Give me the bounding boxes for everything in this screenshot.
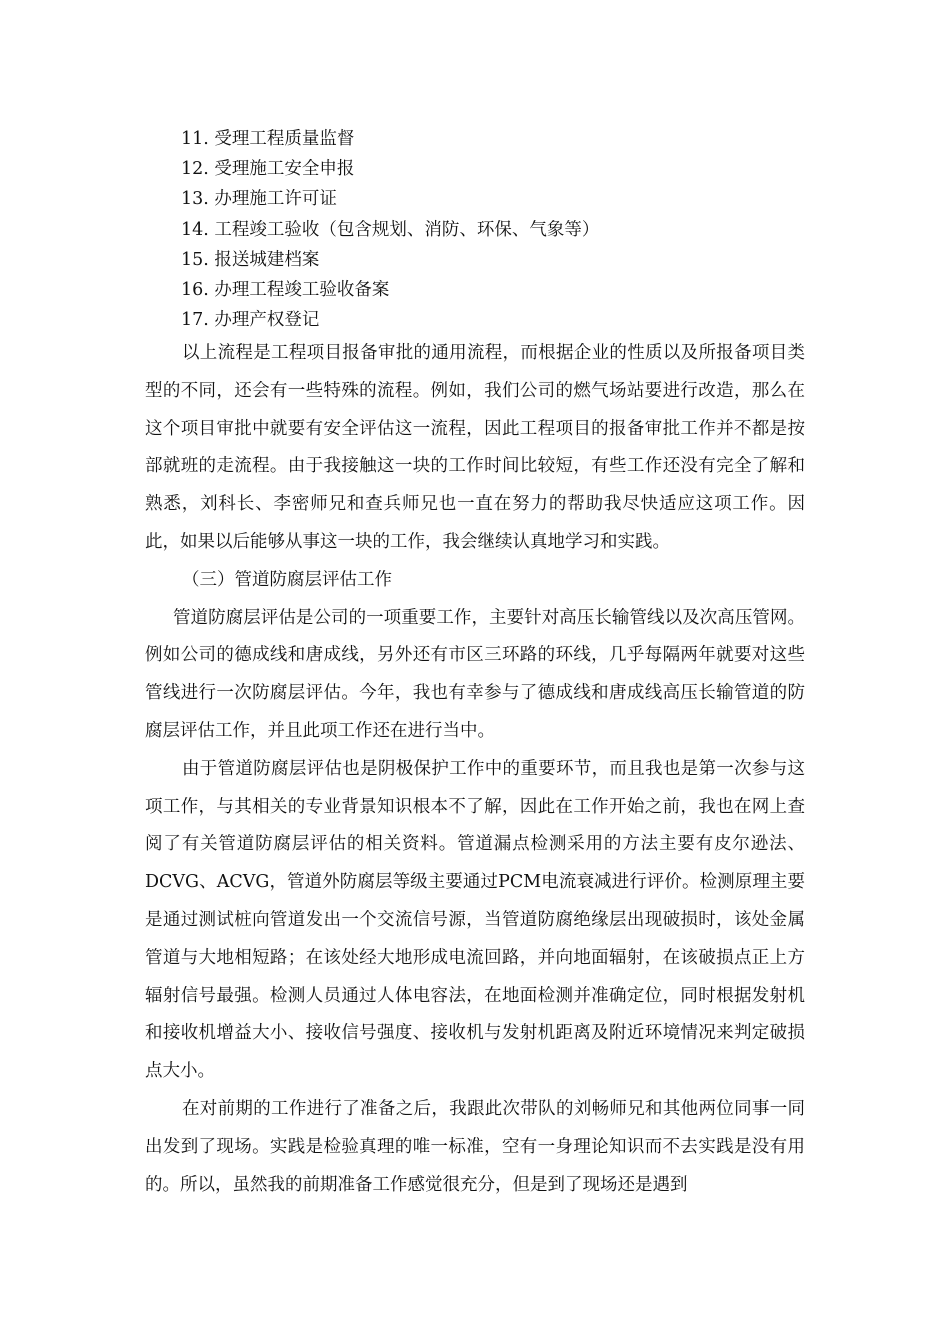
list-item: 14. 工程竣工验收（包含规划、消防、环保、气象等） <box>181 219 600 240</box>
list-item: 17. 办理产权登记 <box>181 310 320 331</box>
list-item: 12. 受理施工安全申报 <box>181 159 355 180</box>
body-text <box>145 335 805 1204</box>
list-item: 15. 报送城建档案 <box>181 249 320 270</box>
paragraph-approval-process: 以上流程是工程项目报备审批的通用流程，而根据企业的性质以及所报备项目类型的不同，还会有一些特殊的流程。例如，我们公司的燃气场站要进行改造，那么在这个项目审批中就要有安全评估这一流程，因此工程项目的报备审批工作并不都是按部就班的走流程。由于我接触这一块的工作时间比较短，有些工作还没有完全了解和熟悉，刘科长、李密师兄和查兵师兄也一直在努力的帮助我尽快适应这项工作。因此，如果以后能够从事这一块的工作，我会继续认真地学习和实践。 <box>145 343 805 552</box>
list-item: 11. 受理工程质量监督 <box>181 129 355 149</box>
section-heading: （三）管道防腐层评估工作 <box>182 569 392 590</box>
paragraph-field-work: 在对前期的工作进行了准备之后，我跟此次带队的刘畅师兄和其他两位同事一同出发到了现场。实践是检验真理的唯一标准，空有一身理论知识而不去实践是没有用的。所以，虽然我的前期准备工作感觉很充分，但是到了现场还是遇到 <box>145 1098 805 1195</box>
list-item: 13. 办理施工许可证 <box>181 189 337 210</box>
paragraph-detection-principle: 由于管道防腐层评估也是阴极保护工作中的重要环节，而且我也是第一次参与这项工作，与其相关的专业背景知识根本不了解，因此在工作开始之前，我也在网上查阅了有关管道防腐层评估的相关资料。管道漏点检测采用的方法主要有皮尔逊法、DCVG、ACVG，管道外防腐层等级主要通过PCM电流衰减进行评价。检测原理主要是通过测试桩向管道发出一个交流信号源，当管道防腐绝缘层出现破损时，该处金属管道与大地相短路；在该处经大地形成电流回路，并向地面辐射，在该破损点正上方辐射信号最强。检测人员通过人体电容法，在地面检测并准确定位，同时根据发射机和接收机增益大小、接收信号强度、接收机与发射机距离及附近环境情况来判定破损点大小。 <box>145 758 805 1082</box>
paragraph-coating-assessment: 管道防腐层评估是公司的一项重要工作，主要针对高压长输管线以及次高压管网。例如公司的德成线和唐成线，另外还有市区三环路的环线，几乎每隔两年就要对这些管线进行一次防腐层评估。今年，我也有幸参与了德成线和唐成线高压长输管道的防腐层评估工作，并且此项工作还在进行当中。 <box>145 607 805 741</box>
procedure-list <box>181 124 821 335</box>
list-item: 16. 办理工程竣工验收备案 <box>181 279 390 300</box>
